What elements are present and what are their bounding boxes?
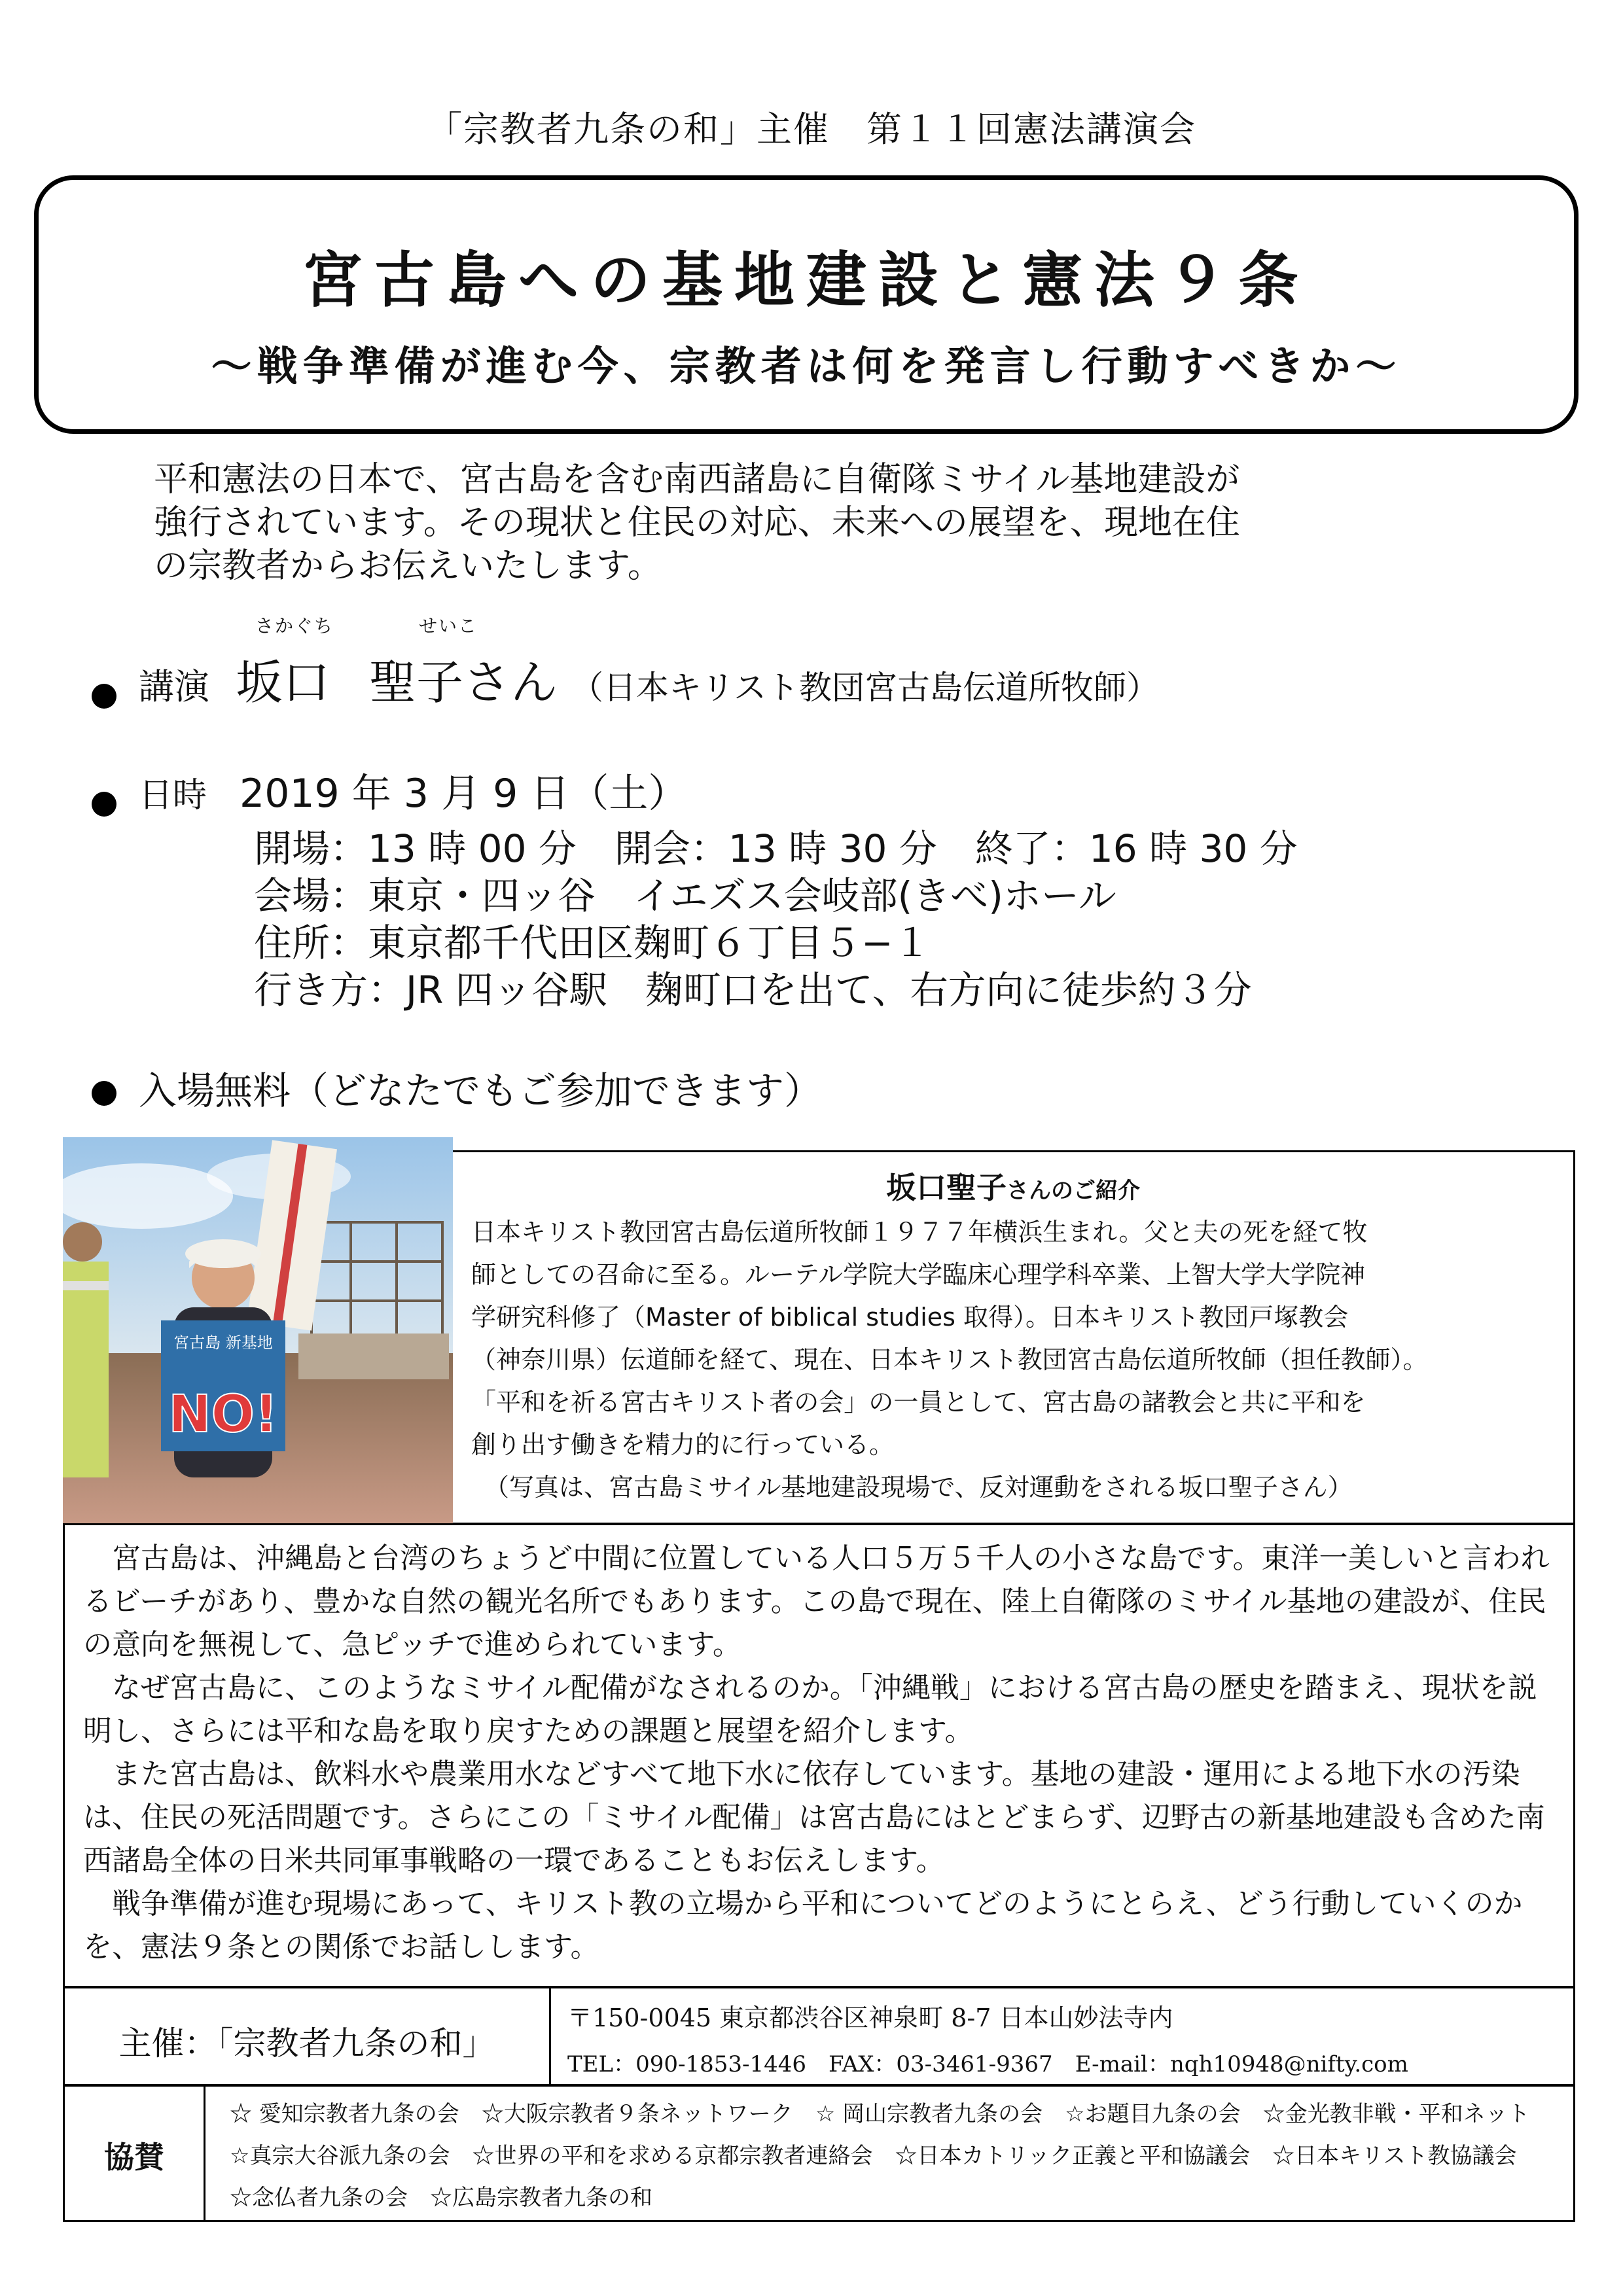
profile-line: 創り出す働きを精力的に行っている。 xyxy=(471,1430,895,1459)
description-paragraph: 戦争準備が進む現場にあって、キリスト教の立場から平和についてどのようにとらえ、どう行動していくのかを、憲法９条との関係でお話しします。 xyxy=(83,1887,1523,1964)
divider xyxy=(549,1988,551,2084)
speaker-ruby-given: せいこ xyxy=(419,615,478,637)
event-address: 住所：東京都千代田区麹町６丁目５−１ xyxy=(254,921,931,965)
speaker-given-name: 聖子さん xyxy=(369,655,558,710)
description-paragraph: 宮古島は、沖縄島と台湾のちょうど中間に位置している人口５万５千人の小さな島です。東洋一美しいと言われるビーチがあり、豊かな自然の観光名所でもあります。この島で現在、陸上自衛隊のミサイル基地の建設が、住民の意向を無視して、急ピッチで進められています。 xyxy=(83,1542,1550,1661)
profile-line: 学研究科修了（Master of biblical studies 取得）。日本キリスト教団戸塚教会 xyxy=(471,1303,1349,1332)
event-header: 「宗教者九条の和」主催 第１１回憲法講演会 xyxy=(427,109,1196,150)
description-paragraph: また宮古島は、飲料水や農業用水などすべて地下水に依存しています。基地の建設・運用による地下水の汚染は、住民の死活問題です。さらにこの「ミサイル配備」は宮古島にはとどまらず、辺野古の新基地建設も含めた南西諸島全体の日米共同軍事戦略の一環であることもお伝えします。 xyxy=(83,1757,1545,1877)
date-row xyxy=(92,762,687,819)
sponsor-item: ☆世界の平和を求める京都宗教者連絡会 xyxy=(472,2143,873,2169)
sponsor-item: ☆日本カトリック正義と平和協議会 xyxy=(895,2143,1251,2169)
organizer-label: 主催：「宗教者九条の和」 xyxy=(118,2024,495,2062)
bullet-icon xyxy=(92,684,116,709)
sign-text: 宮古島 新基地 xyxy=(173,1333,273,1352)
sponsor-item: ☆真宗大谷派九条の会 xyxy=(230,2143,450,2169)
date-label: 日時 xyxy=(139,776,207,815)
event-times: 開場：13 時 00 分 開会：13 時 30 分 終了：16 時 30 分 xyxy=(254,826,1298,871)
description-box xyxy=(63,1523,1575,1988)
sponsor-item: ☆広島宗教者九条の和 xyxy=(430,2185,652,2211)
profile-line: 師としての召命に至る。ルーテル学院大学臨床心理学科卒業、上智大学大学院神 xyxy=(471,1260,1366,1289)
sponsor-item: ☆ 岡山宗教者九条の会 xyxy=(815,2101,1043,2127)
sub-title: ～戦争準備が進む今、宗教者は何を発言し行動すべきか～ xyxy=(211,342,1402,390)
organizer-address: 〒150-0045 東京都渋谷区神泉町 8-7 日本山妙法寺内 xyxy=(567,2004,1173,2032)
speaker-photo xyxy=(63,1137,453,1523)
description-text xyxy=(83,1537,1562,1969)
profile-title xyxy=(453,1164,1573,1207)
speaker-ruby-family: さかぐち xyxy=(255,615,334,637)
admission-text: 入場無料（どなたでもご参加できます） xyxy=(139,1069,823,1113)
sponsor-box xyxy=(63,2085,1575,2222)
speaker-role: （日本キリスト教団宮古島伝道所牧師） xyxy=(571,669,1160,707)
profile-box xyxy=(453,1150,1575,1525)
main-title: 宮古島への基地建設と憲法９条 xyxy=(302,245,1310,315)
profile-line: 「平和を祈る宮古キリスト者の会」の一員として、宮古島の諸教会と共に平和を xyxy=(471,1388,1366,1417)
speaker-family-name: 坂口 xyxy=(236,655,330,710)
speaker-label: 講演 xyxy=(139,666,209,707)
sponsor-item: ☆金光教非戦・平和ネット xyxy=(1262,2101,1530,2127)
organizer-box xyxy=(63,1987,1575,2086)
intro-text xyxy=(154,458,1430,588)
title-box xyxy=(34,175,1578,434)
description-paragraph: なぜ宮古島に、このようなミサイル配備がなされるのか。「沖縄戦」における宮古島の歴史を踏まえ、現状を説明し、さらには平和な島を取り戻すための課題と展望を紹介します。 xyxy=(83,1671,1537,1748)
event-date: 2019 年 3 月 9 日（土） xyxy=(240,771,688,817)
intro-line: 強行されています。その現状と住民の対応、未来への展望を、現地在住 xyxy=(154,503,1240,542)
profile-name: 坂口聖子 xyxy=(886,1170,1007,1205)
sponsor-item: ☆お題目九条の会 xyxy=(1065,2101,1241,2127)
divider xyxy=(204,2087,205,2220)
sign-no: NO! xyxy=(168,1385,278,1444)
sponsor-item: ☆日本キリスト教協議会 xyxy=(1272,2143,1517,2169)
sponsor-item: ☆ 愛知宗教者九条の会 xyxy=(230,2101,459,2127)
admission-row xyxy=(92,1060,822,1115)
intro-line: の宗教者からお伝えいたします。 xyxy=(154,546,662,586)
profile-line: （神奈川県）伝道師を経て、現在、日本キリスト教団宮古島伝道所牧師（担任教師）。 xyxy=(471,1345,1428,1374)
profile-line: 日本キリスト教団宮古島伝道所牧師１９７７年横浜生まれ。父と夫の死を経て牧 xyxy=(471,1218,1368,1246)
event-venue: 会場：東京・四ッ谷 イエズス会岐部(きべ)ホール xyxy=(254,874,1116,918)
profile-line: （写真は、宮古島ミサイル基地建設現場で、反対運動をされる坂口聖子さん） xyxy=(484,1473,1353,1502)
sponsor-label: 協賛 xyxy=(104,2140,164,2175)
sponsor-item: ☆大阪宗教者９条ネットワーク xyxy=(481,2101,793,2127)
event-access: 行き方：JR 四ッ谷駅 麹町口を出て、右方向に徒歩約３分 xyxy=(254,968,1252,1012)
profile-text xyxy=(471,1211,1564,1509)
speaker-row xyxy=(92,645,1159,713)
sponsor-item: ☆念仏者九条の会 xyxy=(230,2185,408,2211)
profile-title-suffix: さんのご紹介 xyxy=(1007,1178,1140,1204)
sponsor-list xyxy=(230,2093,1558,2219)
intro-line: 平和憲法の日本で、宮古島を含む南西諸島に自衛隊ミサイル基地建設が xyxy=(154,460,1240,499)
organizer-contact: TEL：090-1853-1446 FAX：03-3461-9367 E-mail：nqh10948@nifty.com xyxy=(567,2051,1408,2077)
bullet-icon xyxy=(92,792,116,817)
bullet-icon xyxy=(92,1081,116,1106)
